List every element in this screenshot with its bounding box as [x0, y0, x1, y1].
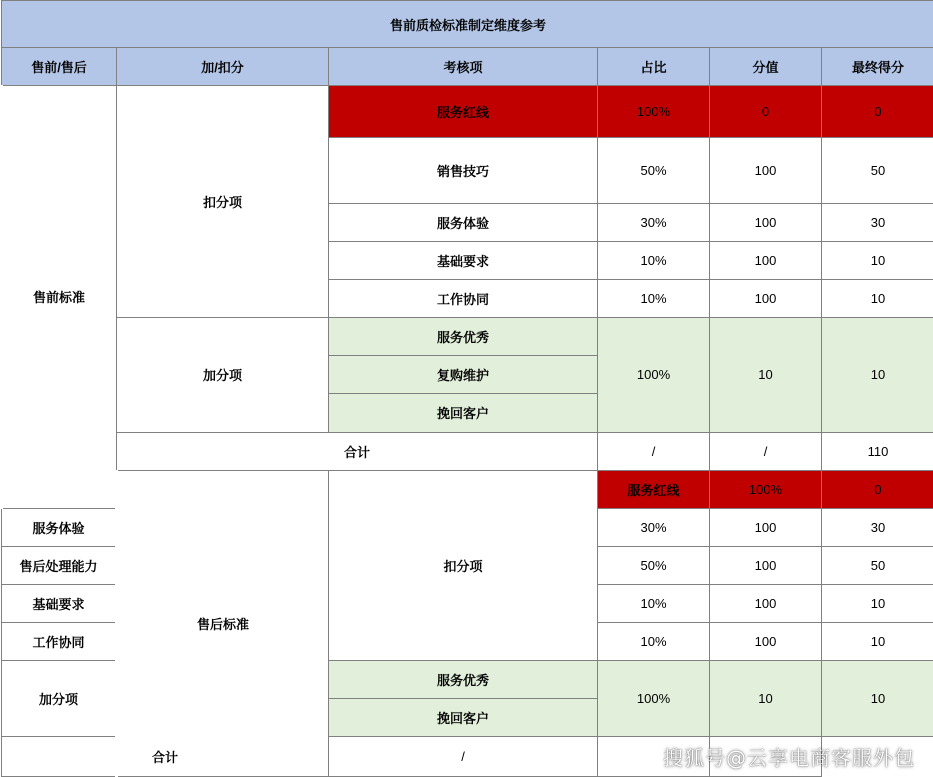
ratio-cell: 100%: [598, 318, 710, 432]
bonus-item-cell: 挽回客户: [329, 394, 598, 432]
score-cell: 100: [710, 622, 822, 660]
item-cell: 服务红线: [598, 470, 710, 508]
final-cell: 10: [822, 242, 933, 280]
header-cell: 占比: [598, 48, 710, 86]
ratio-cell: 10%: [598, 622, 710, 660]
total-label: 合计: [117, 432, 598, 470]
bonus-label: 加分项: [117, 318, 329, 432]
ratio-cell: 100%: [710, 470, 822, 508]
final-cell: 30: [822, 508, 933, 546]
item-cell: 服务体验: [329, 204, 598, 242]
table-row: [2, 318, 933, 356]
item-cell: 销售技巧: [329, 138, 598, 204]
total-ratio: /: [598, 432, 710, 470]
ratio-cell: 10%: [598, 280, 710, 318]
item-cell: 服务体验: [2, 508, 117, 546]
final-cell: 50: [822, 138, 933, 204]
score-cell: 0: [710, 86, 822, 138]
watermark: 搜狐号@云享电商客服外包: [663, 746, 915, 770]
ratio-cell: 10%: [598, 584, 710, 622]
deduct-label: 扣分项: [117, 86, 329, 318]
header-cell: 分值: [710, 48, 822, 86]
final-cell: 10: [822, 280, 933, 318]
final-cell: 10: [822, 622, 933, 660]
header-cell: 考核项: [329, 48, 598, 86]
ratio-cell: 100%: [598, 660, 710, 736]
bonus-label: 加分项: [2, 660, 117, 736]
final-cell: 10: [822, 318, 933, 432]
table-row: [2, 470, 933, 508]
item-cell: 售后处理能力: [2, 546, 117, 584]
ratio-cell: 50%: [598, 546, 710, 584]
header-row: [2, 48, 933, 86]
final-cell: 0: [822, 86, 933, 138]
bonus-item-cell: 复购维护: [329, 356, 598, 394]
ratio-cell: 50%: [598, 138, 710, 204]
score-cell: 0: [822, 470, 933, 508]
score-cell: 100: [710, 280, 822, 318]
score-cell: 100: [710, 546, 822, 584]
item-cell: 工作协同: [329, 280, 598, 318]
score-cell: 100: [710, 204, 822, 242]
score-cell: 100: [710, 508, 822, 546]
ratio-cell: 30%: [598, 204, 710, 242]
header-cell: 加/扣分: [117, 48, 329, 86]
section-label: 售前标准: [2, 86, 117, 509]
bonus-item-cell: 挽回客户: [329, 698, 598, 736]
total-final: 110: [822, 432, 933, 470]
item-cell: 工作协同: [2, 622, 117, 660]
table-row: [2, 86, 933, 138]
item-cell: 基础要求: [329, 242, 598, 280]
table-title: 售前质检标准制定维度参考: [2, 1, 933, 48]
ratio-cell: 30%: [598, 508, 710, 546]
bonus-item-cell: 服务优秀: [329, 660, 598, 698]
final-cell: 30: [822, 204, 933, 242]
total-label: 合计: [2, 736, 329, 776]
final-cell: 50: [822, 546, 933, 584]
total-ratio: /: [329, 736, 598, 776]
total-score: /: [710, 432, 822, 470]
header-cell: 最终得分: [822, 48, 933, 86]
score-cell: 10: [710, 660, 822, 736]
final-cell: 10: [822, 660, 933, 736]
ratio-cell: 10%: [598, 242, 710, 280]
item-cell: 服务红线: [329, 86, 598, 138]
score-cell: 100: [710, 584, 822, 622]
deduct-label: 扣分项: [329, 470, 598, 660]
item-cell: 基础要求: [2, 584, 117, 622]
bonus-item-cell: 服务优秀: [329, 318, 598, 356]
score-cell: 100: [710, 242, 822, 280]
ratio-cell: 100%: [598, 86, 710, 138]
section-label: 售后标准: [117, 470, 329, 776]
score-cell: 10: [710, 318, 822, 432]
header-cell: 售前/售后: [2, 48, 117, 86]
score-cell: 100: [710, 138, 822, 204]
total-row: [2, 432, 933, 470]
final-cell: 10: [822, 584, 933, 622]
